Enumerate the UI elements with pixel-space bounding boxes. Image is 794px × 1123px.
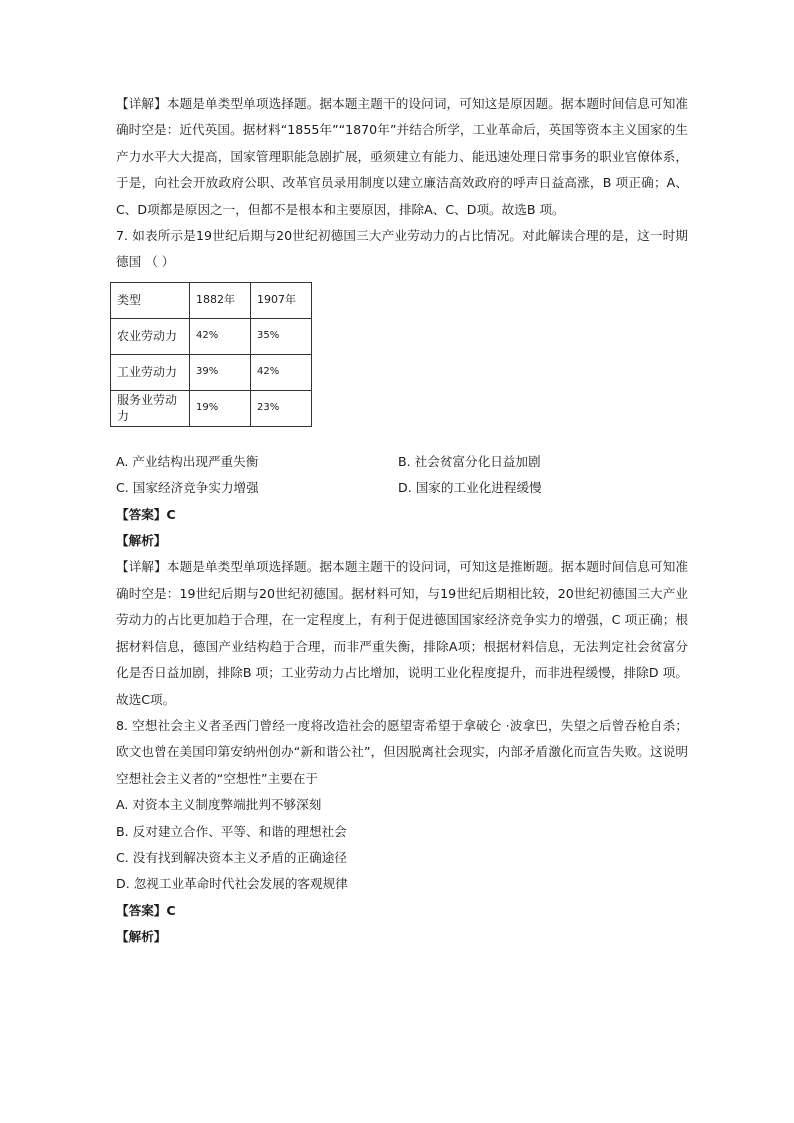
- table-row: [111, 354, 312, 390]
- table-header-cell: 1907年: [251, 282, 312, 318]
- table-cell: 23%: [251, 390, 312, 426]
- table-cell: 服务业劳动力: [111, 390, 190, 426]
- table-cell: 19%: [190, 390, 251, 426]
- table-header-cell: 1882年: [190, 282, 251, 318]
- q7-analysis-label: 【解析】: [116, 533, 167, 549]
- table-cell: 工业劳动力: [111, 354, 190, 390]
- table-row: [111, 390, 312, 426]
- labor-share-table: [110, 282, 312, 427]
- table-cell: 42%: [190, 318, 251, 354]
- table-cell: 农业劳动力: [111, 318, 190, 354]
- q7-option-b: B. 社会贫富分化日益加剧: [398, 453, 541, 469]
- q7-option-a: A. 产业结构出现严重失衡: [116, 453, 259, 469]
- q6-detail-paragraph: 【详解】本题是单类型单项选择题。据本题主题干的设问词，可知这是原因题。据本题时间信息可知准确时空是：近代英国。据材料“1855年”“1870年”并结合所学，工业革命后，英国等资本主义国家的生产力水平大大提高，国家管理职能急剧扩展，亟须建立有能力、能迅速处理日常事务的职业官僚体系，于是，向社会开放政府公职、改革官员录用制度以建立廉洁高效政府的呼声日益高涨，B 项正确；A、C、D项都是原因之一，但都不是根本和主要原因，排除A、C、D项。故选B 项。: [116, 96, 688, 217]
- q7-option-c: C. 国家经济竞争实力增强: [116, 480, 259, 496]
- table-header-row: [111, 282, 312, 318]
- q7-options-row-2: [116, 475, 688, 501]
- q7-detail-paragraph: 【详解】本题是单类型单项选择题。据本题主题干的设问词，可知这是推断题。据本题时间信息可知准确时空是：19世纪后期与20世纪初德国。据材料可知，与19世纪后期相比较，20世纪初德国三大产业劳动力的占比更加趋于合理，在一定程度上，有利于促进德国国家经济竞争实力的增强，C 项正确；根据材料信息，德国产业结构趋于合理，而非严重失衡，排除A项；根据材料信息，无法判定社会贫富分化是否日益加剧，排除B 项；工业劳动力占比增加，说明工业化程度提升，而非进程缓慢，排除D 项。故选C项。: [116, 559, 688, 707]
- q8-answer: 【答案】C: [116, 902, 176, 918]
- q8-analysis-label: 【解析】: [116, 929, 167, 945]
- table-row: [111, 318, 312, 354]
- q8-option-a: A. 对资本主义制度弊端批判不够深刻: [116, 797, 322, 813]
- document-page: [116, 91, 688, 951]
- q7-options-row-1: [116, 449, 688, 475]
- q8-stem: 8. 空想社会主义者圣西门曾经一度将改造社会的愿望寄希望于拿破仑 ·波拿巴，失望之后曾吞枪自杀；欧文也曾在美国印第安纳州创办“新和谐公社”，但因脱离社会现实，内部矛盾激化而宣告失败。这说明空想社会主义者的“空想性”主要在于: [116, 717, 688, 786]
- table-cell: 42%: [251, 354, 312, 390]
- q8-option-c: C. 没有找到解决资本主义矛盾的正确途径: [116, 849, 347, 865]
- q8-option-d: D. 忽视工业革命时代社会发展的客观规律: [116, 876, 348, 892]
- q8-option-b: B. 反对建立合作、平等、和谐的理想社会: [116, 823, 347, 839]
- q7-stem: 7. 如表所示是19世纪后期与20世纪初德国三大产业劳动力的占比情况。对此解读合理的是，这一时期德国 （ ）: [116, 228, 688, 270]
- q7-answer: 【答案】C: [116, 506, 176, 522]
- table-cell: 35%: [251, 318, 312, 354]
- table-header-cell: 类型: [111, 282, 190, 318]
- q7-option-d: D. 国家的工业化进程缓慢: [398, 480, 542, 496]
- table-cell: 39%: [190, 354, 251, 390]
